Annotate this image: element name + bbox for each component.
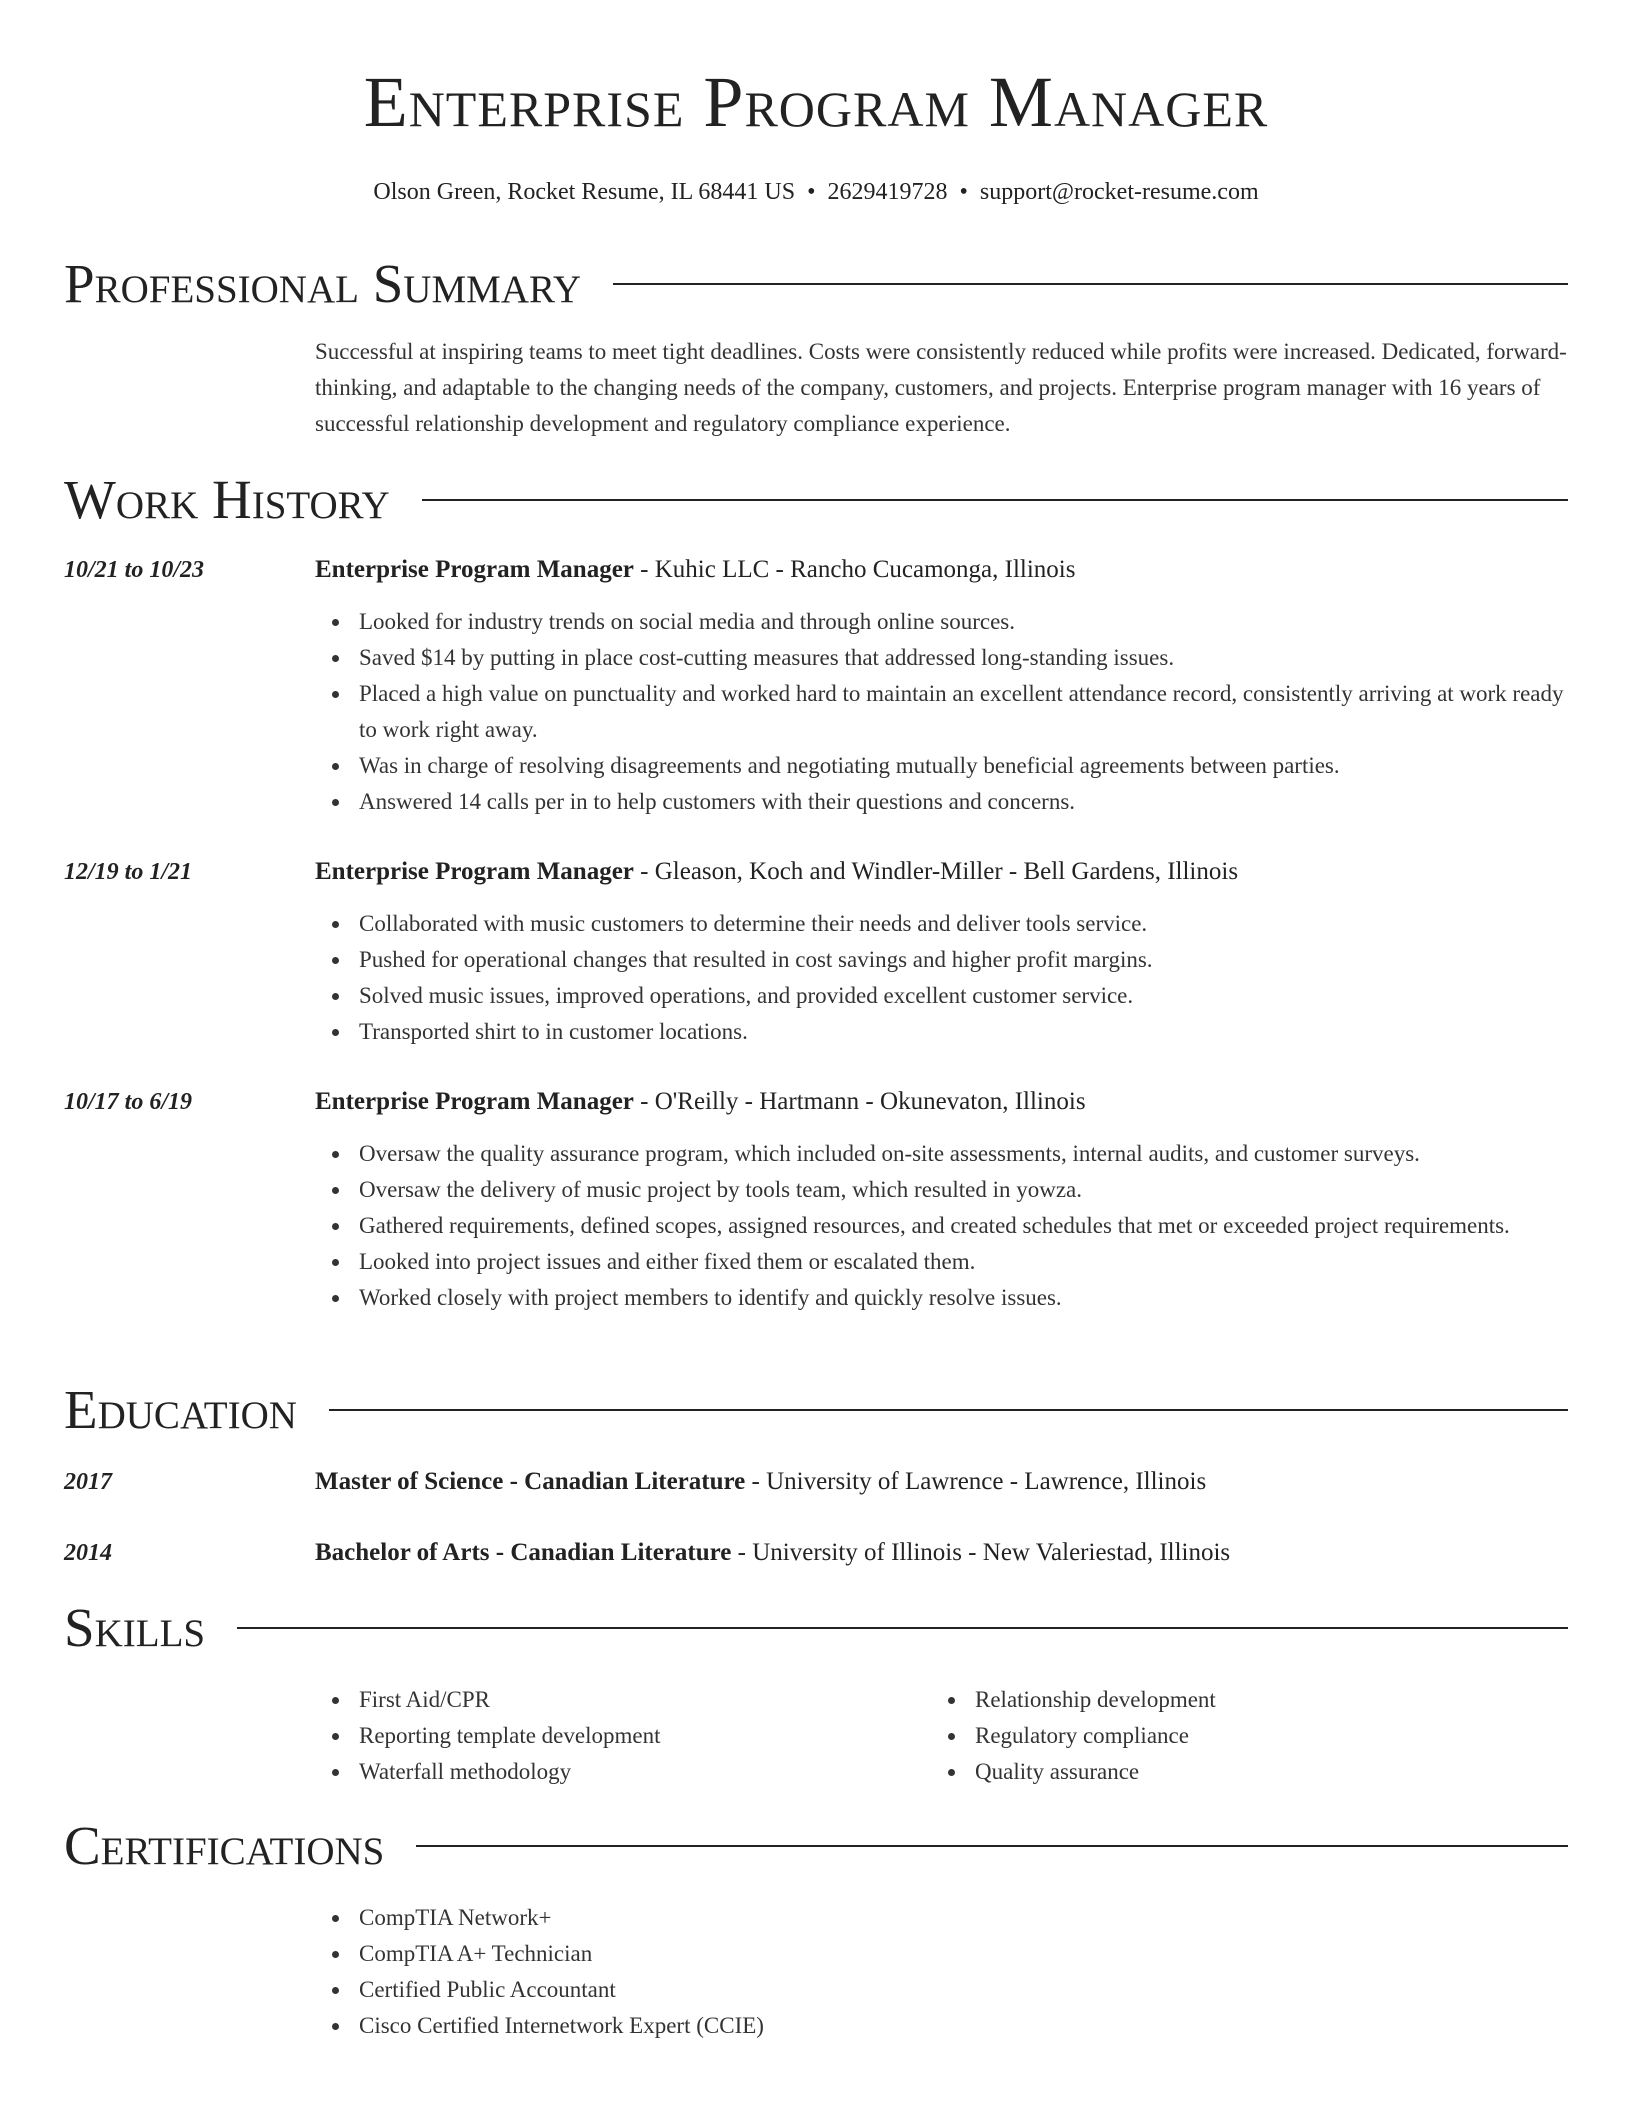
contact-address: Olson Green, Rocket Resume, IL 68441 US	[373, 179, 796, 205]
list-item: Looked for industry trends on social media and through online sources.	[315, 604, 1568, 640]
list-item: Was in charge of resolving disagreements and negotiating mutually beneficial agreements between parties.	[315, 748, 1568, 784]
skills-list-left	[315, 1682, 915, 1790]
section-divider	[237, 1627, 1568, 1629]
job-title-line	[315, 554, 1568, 586]
work-section-header	[64, 468, 1568, 532]
list-item: Oversaw the quality assurance program, which included on-site assessments, internal audits, and customer surveys.	[315, 1136, 1568, 1172]
certifications-list	[315, 1900, 1568, 2044]
section-divider	[329, 1409, 1568, 1411]
contact-separator: •	[807, 179, 816, 205]
list-item: Regulatory compliance	[931, 1718, 1568, 1754]
list-item: Oversaw the delivery of music project by tools team, which resulted in yowza.	[315, 1172, 1568, 1208]
list-item: Reporting template development	[315, 1718, 915, 1754]
job-dates: 10/21 to 10/23	[64, 557, 205, 583]
job-dates: 12/19 to 1/21	[64, 859, 193, 885]
skills-section-title: Skills	[64, 1597, 206, 1658]
summary-text: Successful at inspiring teams to meet tight deadlines. Costs were consistently reduced while profits were increased. Dedicated, forward-thinking, and adaptable to the changing needs of the company, customers, and projects. Enterprise program manager with 16 years of successful relationship development and regulatory compliance experience.	[315, 339, 1567, 436]
list-item: Answered 14 calls per in to help customers with their questions and concerns.	[315, 784, 1568, 820]
contact-phone: 2629419728	[827, 179, 948, 205]
education-section-header	[64, 1378, 1568, 1442]
list-item: Relationship development	[931, 1682, 1568, 1718]
job-title: Enterprise Program Manager	[315, 858, 634, 885]
resume-name: Enterprise Program Manager	[363, 62, 1269, 142]
education-degree: Bachelor of Arts - Canadian Literature	[315, 1539, 732, 1566]
contact-line	[64, 176, 1568, 208]
job-title-line	[315, 856, 1568, 888]
list-item: Cisco Certified Internetwork Expert (CCIE)	[315, 2008, 1568, 2044]
list-item: Gathered requirements, defined scopes, assigned resources, and created schedules that met or exceeded project requirements.	[315, 1208, 1568, 1244]
list-item: Looked into project issues and either fixed them or escalated them.	[315, 1244, 1568, 1280]
education-degree: Master of Science - Canadian Literature	[315, 1468, 746, 1495]
list-item: Transported shirt to in customer locations.	[315, 1014, 1568, 1050]
education-line	[315, 1466, 1568, 1498]
education-year: 2014	[64, 1540, 112, 1566]
list-item: Collaborated with music customers to determine their needs and deliver tools service.	[315, 906, 1568, 942]
certifications-section-header	[64, 1814, 1568, 1878]
job-title-line	[315, 1086, 1568, 1118]
work-section-title: Work History	[64, 469, 390, 530]
skills-list-right	[931, 1682, 1568, 1790]
section-divider	[422, 499, 1568, 501]
job-details: - Kuhic LLC - Rancho Cucamonga, Illinois	[633, 556, 1076, 583]
list-item: Waterfall methodology	[315, 1754, 915, 1790]
job-dates: 10/17 to 6/19	[64, 1089, 193, 1115]
list-item: Certified Public Accountant	[315, 1972, 1568, 2008]
list-item: Solved music issues, improved operations, and provided excellent customer service.	[315, 978, 1568, 1014]
contact-email[interactable]: support@rocket-resume.com	[979, 179, 1259, 205]
job-bullets	[315, 604, 1568, 820]
certifications-section-title: Certifications	[64, 1815, 385, 1876]
job-details: - O'Reilly - Hartmann - Okunevaton, Illinois	[633, 1088, 1086, 1115]
list-item: CompTIA Network+	[315, 1900, 1568, 1936]
job-bullets	[315, 1136, 1568, 1316]
education-section-title: Education	[64, 1379, 297, 1440]
list-item: First Aid/CPR	[315, 1682, 915, 1718]
section-divider	[416, 1845, 1568, 1847]
summary-section-title: Professional Summary	[64, 253, 582, 314]
list-item: Quality assurance	[931, 1754, 1568, 1790]
summary-section-header	[64, 252, 1568, 316]
contact-separator: •	[959, 179, 968, 205]
education-details: - University of Lawrence - Lawrence, Illinois	[745, 1468, 1207, 1495]
job-bullets	[315, 906, 1568, 1050]
list-item: Worked closely with project members to identify and quickly resolve issues.	[315, 1280, 1568, 1316]
list-item: Pushed for operational changes that resulted in cost savings and higher profit margins.	[315, 942, 1568, 978]
section-divider	[613, 283, 1568, 285]
job-title: Enterprise Program Manager	[315, 556, 634, 583]
education-line	[315, 1537, 1568, 1569]
education-year: 2017	[64, 1469, 112, 1495]
skills-section-header	[64, 1596, 1568, 1660]
list-item: Saved $14 by putting in place cost-cutting measures that addressed long-standing issues.	[315, 640, 1568, 676]
job-details: - Gleason, Koch and Windler-Miller - Bell Gardens, Illinois	[633, 858, 1239, 885]
list-item: Placed a high value on punctuality and worked hard to maintain an excellent attendance record, consistently arriving at work ready to work right away.	[315, 676, 1568, 748]
education-details: - University of Illinois - New Valeriestad, Illinois	[731, 1539, 1231, 1566]
job-title: Enterprise Program Manager	[315, 1088, 634, 1115]
list-item: CompTIA A+ Technician	[315, 1936, 1568, 1972]
